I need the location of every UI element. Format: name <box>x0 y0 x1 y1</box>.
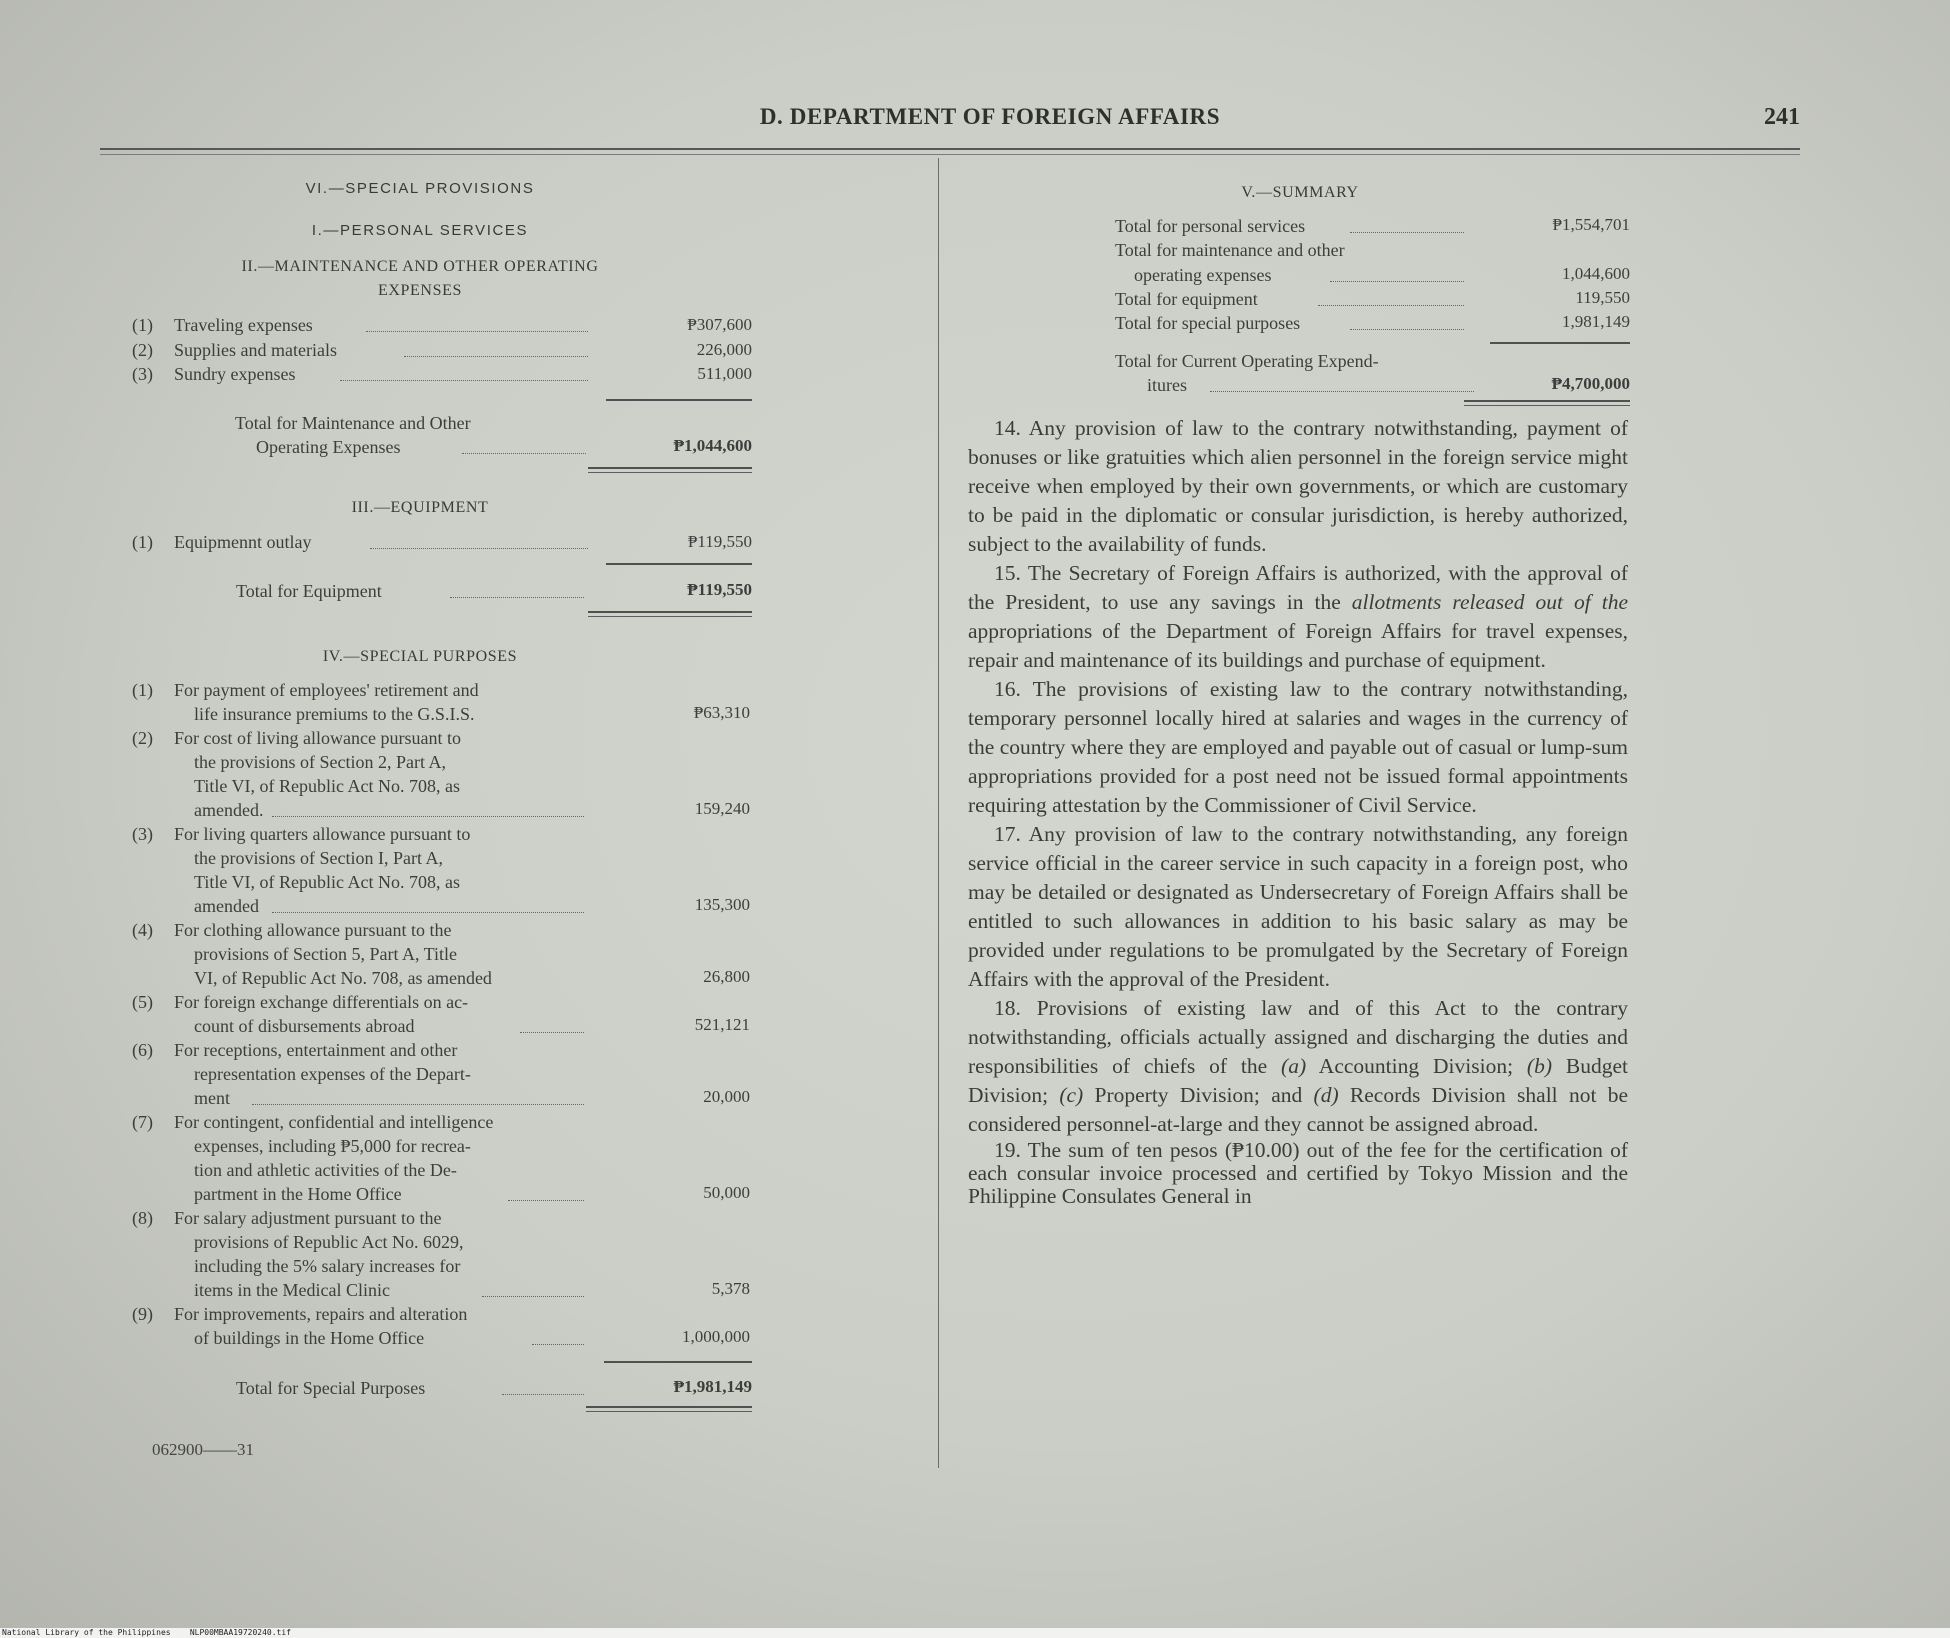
total-double-rule <box>588 467 752 469</box>
paragraph-14: 14. Any provision of law to the contrary notwithstanding, payment of bonuses or like gratuities which alien personnel in the foreign service might receive when employed by their own governments, or which are customary to be paid in the diplomatic or consular jurisdiction, is hereby authorized, subject to the availability of funds. <box>968 416 1628 556</box>
iii-total-label: Total for Equipment <box>236 581 382 601</box>
scan-footer-strip <box>0 1628 1950 1638</box>
header-rule <box>100 148 1800 150</box>
grand-total-amount: ₱4,700,000 <box>1551 374 1630 393</box>
total-double-rule-thin <box>588 616 752 617</box>
total-double-rule-thin <box>1464 405 1630 406</box>
column-divider <box>938 158 939 1468</box>
paragraph-15: 15. The Secretary of Foreign Affairs is authorized, with the approval of the President, to use any savings in the allotments released out of the appropriations of the Department of Foreign Affairs for travel expenses, repair and maintenance of its buildings and purchase of equipment. <box>968 561 1628 672</box>
section-ii-heading-line2: EXPENSES <box>378 282 462 299</box>
paragraph-19: 19. The sum of ten pesos (₱10.00) out of the fee for the certification of each consular invoice processed and certified by Tokyo Mission and the Philippine Consulates General in <box>968 1138 1628 1208</box>
grand-total-line2: itures <box>1147 375 1187 395</box>
iv-total-label: Total for Special Purposes <box>236 1378 426 1398</box>
section-v-heading: V.—SUMMARY <box>1241 184 1359 201</box>
ii-total-amount: ₱1,044,600 <box>673 436 752 455</box>
iii-total-amount: ₱119,550 <box>687 580 752 599</box>
running-head: D. DEPARTMENT OF FOREIGN AFFAIRS <box>759 104 1221 129</box>
section-ii-heading-line1: II.—MAINTENANCE AND OTHER OPERATING <box>241 258 599 275</box>
leader-dots <box>502 1394 584 1395</box>
total-double-rule <box>1464 400 1630 402</box>
leader-dots <box>1210 391 1474 392</box>
section-iv-heading: IV.—SPECIAL PURPOSES <box>322 648 518 665</box>
iv-total-amount: ₱1,981,149 <box>673 1377 752 1396</box>
page-number: 241 <box>1764 104 1800 130</box>
paragraph-18: 18. Provisions of existing law and of this Act to the contrary notwithstanding, officials actually assigned and discharging the duties and responsibilities of chiefs of the (a) Accounting Division; (b) Budget Division; (c) Property Division; and (d) Records Division shall not be considered personnel-at-large and they cannot be assigned abroad. <box>968 996 1629 1136</box>
ii-total-line2: Operating Expenses <box>256 437 401 457</box>
section-iii-heading: III.—EQUIPMENT <box>351 499 489 516</box>
subtotal-rule <box>606 399 752 401</box>
document-code: 062900——31 <box>152 1440 254 1459</box>
scan-id: National Library of the Philippines NLP00MBAA19720240.tif <box>2 1628 291 1637</box>
subtotal-rule <box>604 1361 752 1363</box>
grand-total-line1: Total for Current Operating Expend- <box>1115 351 1379 371</box>
document-page: D. DEPARTMENT OF FOREIGN AFFAIRS 241 VI.—SPECIAL PROVISIONS I.—PERSONAL SERVICES II.—MAINTENANCE AND OTHER OPERATING EXPENSES (1) Traveling expenses ₱307,600 (2) Supplies and materials 226,000 (3) Sundry expenses 511,000 Total for Maintenance and Other Operating Expenses ₱1,044,600 III.—EQUIPMENT (1) Equipmennt outlay ₱119,550 Total for Equipment ₱119,550 IV.—SPECIAL PURPOSES (1) For payment of employees' retirement and life insurance premiums to the G.S.I.S. ₱63,310 (2) For cost of living allowance pursuant to the provisions of Section 2, Part A, Title VI, of Republic Act No. 708, as amended. 159,240 (3) For living quarters allowance pursuant to the provisions of Section I, Part A, Title VI, of Republic Act No. 708, as amended 135,300 (4) For clothing allowance pursuant to the provisions of Section 5, Part A, Title VI, of Republic Act No. 708, as amended 26,800 (5) For foreign exchange differentials on ac- count of disbursements abroad 521,121 (6) For receptions, entertainment and other representation expenses of the Depart- ment 20,000 (7) For contingent, confidential and intelligence expenses, including ₱5,000 for recrea- tion and athletic activities of the De- partment in the Home Office 50,000 (8) For salary adjustment pursuant to the provisions of Republic Act No. 6029, including the 5% salary increases for items in the Medical Clinic 5,378 (9) For improvements, repairs and alteration of buildings in the Home Office 1,000,000 Total for Special Purposes ₱1,981,149 062900——31 V.—SUMMARY Total for personal services ₱1,554,701 Total for maintenance and other operating expenses 1,044,600 Total for equipment 119,550 Total for special purposes 1,981,149 Total for Current Operating Expend- itures ₱4,700,000 14. Any provision of law to the contrary notwithstanding, payment of bonuses or like gratuities which alien personnel in the foreign service might receive when employed by their own governments, or which are customary to be paid in the diplomatic or consular jurisdiction, is hereby authorized, subject to the availability of funds. 15. The Secretary of Foreign Affairs is authorized, with the approval of the President, to use any savings in the allotments released out of the appropriations of the Department of Foreign Affairs for travel expenses, repair and maintenance of its buildings and purchase of equipment. 16. The provisions of existing law to the contrary notwithstanding, temporary personnel locally hired at salaries and wages in the currency of the country where they are employed and payable out of casual or lump-sum appropriations provided for a post need not be issued formal appointments requiring attestation by the Commissioner of Civil Service. 17. Any provision of law to the contrary notwithstanding, any foreign service official in the career service in such capacity in a foreign post, who may be detailed or designated as Undersecretary of Foreign Affairs shall be entitled to such allowances in addition to his basic salary as may be provided under regulations to be promulgated by the Secretary of Foreign Affairs with the approval of the President. 18. Provisions of existing law and of this Act to the contrary notwithstanding, officials actually assigned and discharging the duties and responsibilities of chiefs of the (a) Accounting Division; (b) Budget Division; (c) Property Division; and (d) Records Division shall not be considered personnel-at-large and they cannot be assigned abroad. 19. The sum of ten pesos (₱10.00) out of the fee for the certification of each consular invoice processed and certified by Tokyo Mission and the Philippine Consulates General in National Library of the Philippines NLP00MBAA19720240.tif <box>0 0 1950 1638</box>
subtotal-rule <box>606 563 752 565</box>
total-double-rule-thin <box>586 1411 752 1412</box>
section-i-heading: I.—PERSONAL SERVICES <box>311 222 529 239</box>
total-double-rule <box>586 1406 752 1408</box>
total-double-rule <box>588 611 752 613</box>
header-rule-thin <box>100 154 1800 155</box>
section-vi-heading: VI.—SPECIAL PROVISIONS <box>305 180 535 197</box>
paragraph-17: 17. Any provision of law to the contrary notwithstanding, any foreign service official in the career service in such capacity in a foreign post, who may be detailed or designated as Undersecretary of Foreign Affairs shall be entitled to such allowances in addition to his basic salary as may be provided under regulations to be promulgated by the Secretary of Foreign Affairs with the approval of the President. <box>968 822 1628 991</box>
total-double-rule-thin <box>588 472 752 473</box>
ii-total-line1: Total for Maintenance and Other <box>235 413 471 433</box>
leader-dots <box>450 597 584 598</box>
body-text <box>968 414 1628 1208</box>
leader-dots <box>462 453 586 454</box>
paragraph-16: 16. The provisions of existing law to the contrary notwithstanding, temporary personnel locally hired at salaries and wages in the currency of the country where they are employed and payable out of casual or lump-sum appropriations provided for a post need not be issued formal appointments requiring attestation by the Commissioner of Civil Service. <box>968 677 1628 817</box>
subtotal-rule <box>1490 342 1630 344</box>
